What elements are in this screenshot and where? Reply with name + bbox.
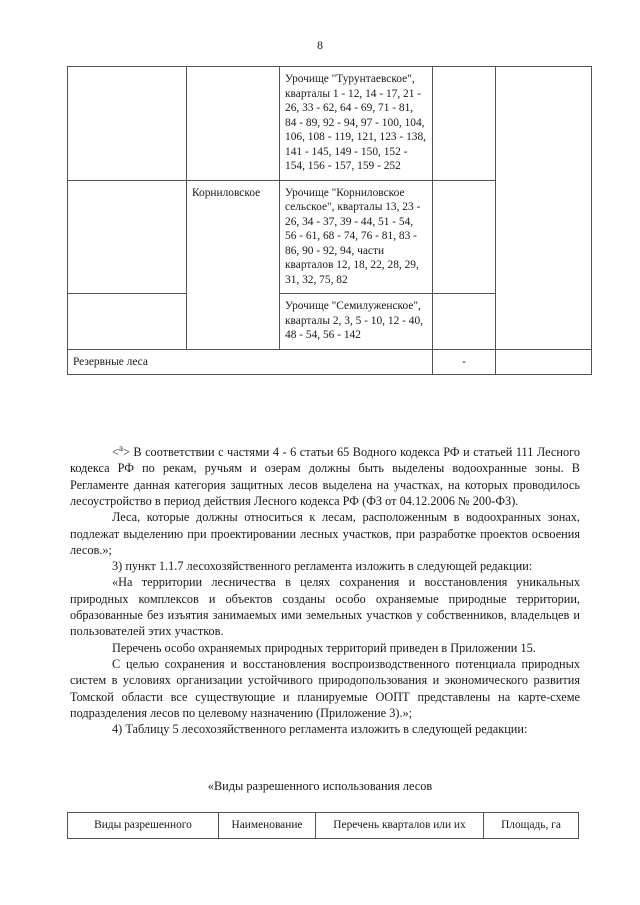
table-row (68, 67, 592, 181)
tract-kornilovskoe: Урочище "Корниловское сельское", кварталы 13, 23 - 26, 34 - 37, 39 - 44, 51 - 54, 56 - 61, 68 - 74, 76 - 81, 83 - 86, 90 - 92, 94, части кварталов 12, 18, 22, 28, 29, 31, 32, 75, 82 (280, 180, 433, 294)
header-cell: Перечень кварталов или их (316, 813, 484, 839)
paragraph: 3) пункт 1.1.7 лесохозяйственного регламента изложить в следующей редакции: (112, 559, 533, 574)
table-row (68, 813, 579, 839)
paragraph: 4) Таблицу 5 лесохозяйственного регламента изложить в следующей редакции: (112, 722, 528, 737)
page-number: 8 (317, 38, 323, 52)
paragraph: Леса, которые должны относиться к лесам, расположенным в водоохранных зонах, подлежат выделению при проектировании лесных участков, при разработке проектов освоения лесов.»; (70, 510, 580, 557)
reserve-forests-value: - (433, 349, 496, 375)
table5-header (67, 812, 579, 839)
forest-table (67, 66, 592, 375)
paragraph: Перечень особо охраняемых природных территорий приведен в Приложении 15. (112, 640, 536, 655)
tract-turuntaevskoe: Урочище "Турунтаевское", кварталы 1 - 12, 14 - 17, 21 - 26, 33 - 62, 64 - 69, 71 - 81, 84 - 89, 92 - 94, 97 - 100, 104, 106, 108 - 119, 121, 123 - 138, 141 - 145, 149 - 150, 152 - 154, 156 - 157, 159 - 252 (280, 67, 433, 181)
header-cell: Виды разрешенного (68, 813, 219, 839)
footnote-superscript: a (118, 443, 123, 453)
paragraph: С целью сохранения и восстановления воспроизводственного потенциала природных систем в условиях организации устойчивого природопользования и экономического развития Томской области все существующие и планируемые ООПТ представлены на карте-схеме подразделения лесов по целевому назначению (Приложение 3).»; (70, 656, 580, 720)
forestry-kornilovskoe: Корниловское (187, 180, 280, 349)
tract-semiluzhenskoe: Урочище "Семилуженское", кварталы 2, 3, 5 - 10, 12 - 40, 48 - 54, 56 - 142 (280, 294, 433, 350)
document-body (70, 440, 580, 737)
table5-caption: «Виды разрешенного использования лесов (207, 779, 433, 793)
header-cell: Наименование (219, 813, 316, 839)
header-cell: Площадь, га (484, 813, 579, 839)
reserve-forests-label: Резервные леса (68, 349, 433, 375)
paragraph: «На территории лесничества в целях сохранения и восстановления уникальных природных комплексов и объектов созданы особо охраняемые природные территории, образованные без изъятия занимаемых ими земельных участков у собственников, владельцев и пользователей этих участков. (70, 575, 580, 639)
footnote-marker: <$^a$> (112, 443, 130, 460)
footnote-paragraph: <$^a$> В соответствии с частями 4 - 6 статьи 65 Водного кодекса РФ и статьей 111 Лесного кодекса РФ по рекам, ручьям и озерам должны быть выделены водоохранные зоны. В Регламенте данная категория защитных лесов выделена на участках, на которых проводилось лесоустройство в период действия Лесного кодекса РФ (ФЗ от 04.12.2006 № 200-ФЗ). (70, 443, 580, 508)
table-row (68, 349, 592, 375)
